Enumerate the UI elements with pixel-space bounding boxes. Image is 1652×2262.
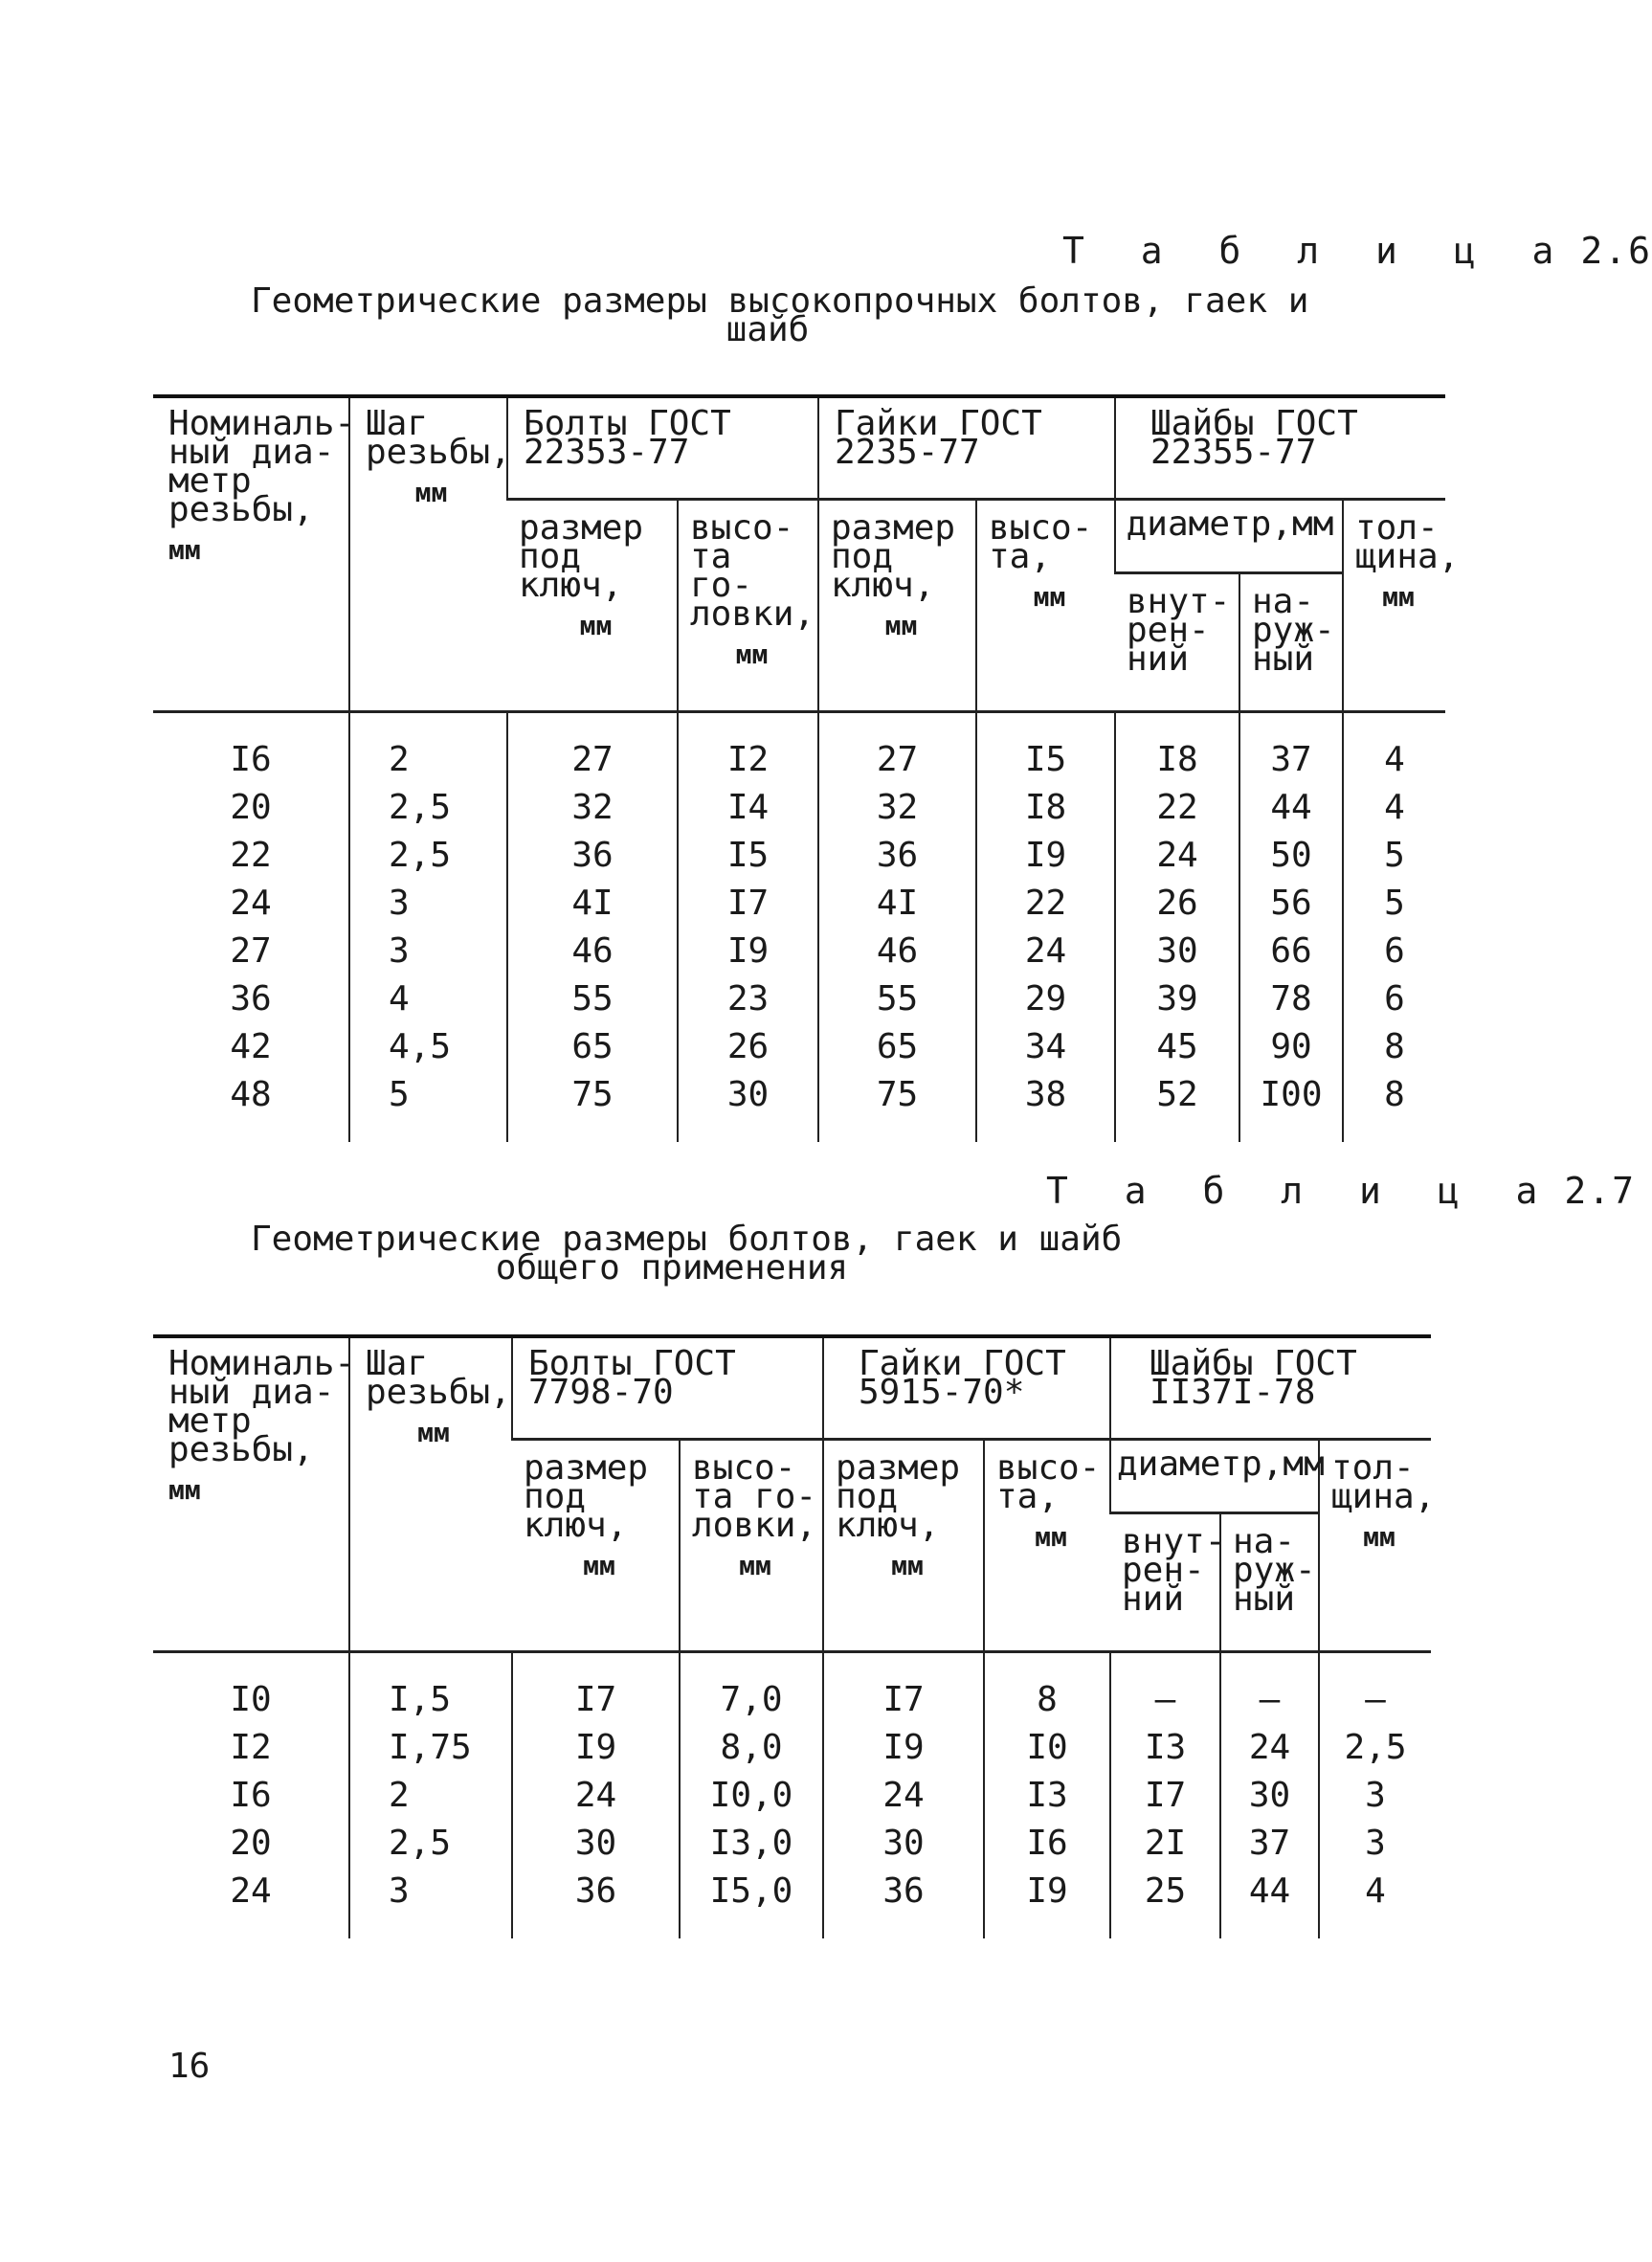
table-cell: I7 [1110, 1772, 1220, 1820]
table-cell: I0,0 [680, 1772, 823, 1820]
table-cell: 4 [349, 975, 507, 1023]
header-washer-diameter: диаметр,мм [1110, 1440, 1319, 1513]
table-cell: 4 [1343, 784, 1445, 832]
table-cell: 38 [976, 1071, 1115, 1142]
table-cell: 22 [230, 836, 272, 875]
table-cell: I3 [1110, 1724, 1220, 1772]
table-cell: 6 [1343, 975, 1445, 1023]
table-cell: 29 [976, 975, 1115, 1023]
table-cell: 2,5 [349, 832, 507, 880]
table-cell: 5 [349, 1071, 507, 1142]
table-cell: I,75 [349, 1724, 512, 1772]
header-nuts: Гайки ГОСТ 5915-70* [823, 1336, 1110, 1440]
table-cell: 75 [507, 1071, 678, 1142]
table-cell: 26 [678, 1023, 818, 1071]
table-row [153, 1023, 1445, 1071]
table-cell: 39 [1115, 975, 1239, 1023]
table-cell: 3 [349, 928, 507, 975]
table-cell: I9 [976, 832, 1115, 880]
header-washer-diameter: диаметр,мм [1115, 500, 1343, 573]
header-thread-pitch: Шаг резьбы, мм [349, 1336, 512, 1652]
table-cell: 4,5 [349, 1023, 507, 1071]
table-cell: 24 [512, 1772, 680, 1820]
table-cell: I9 [678, 928, 818, 975]
table-cell: 6 [1343, 928, 1445, 975]
table-cell: 3 [1319, 1820, 1431, 1868]
header-washers: Шайбы ГОСТ II37I-78 [1110, 1336, 1431, 1440]
table-cell: 65 [818, 1023, 976, 1071]
table-2-6-body [153, 712, 1445, 1143]
table-2-6-label-word: Т а б л и ц а [1062, 230, 1572, 272]
table-cell: I,5 [349, 1652, 512, 1725]
table-cell: 2,5 [1319, 1724, 1431, 1772]
table-cell: I7 [823, 1652, 984, 1725]
table-cell: – [1220, 1652, 1319, 1725]
table-cell: 26 [1115, 880, 1239, 928]
table-cell: 8 [984, 1652, 1110, 1725]
table-cell: I5 [976, 712, 1115, 785]
table-cell: 4 [1319, 1868, 1431, 1938]
table-cell: I8 [976, 784, 1115, 832]
table-row [153, 1652, 1431, 1725]
table-cell: 24 [230, 1871, 272, 1911]
table-cell: 2 [349, 712, 507, 785]
table-cell: 22 [1115, 784, 1239, 832]
table-2-7-number: 2.7 [1564, 1170, 1637, 1212]
table-cell: 32 [507, 784, 678, 832]
table-cell: 2,5 [349, 784, 507, 832]
table-cell: 22 [976, 880, 1115, 928]
table-row [153, 1772, 1431, 1820]
table-cell: 8,0 [680, 1724, 823, 1772]
header-bolts: Болты ГОСТ 22353-77 [507, 396, 818, 500]
table-cell: 27 [818, 712, 976, 785]
table-cell: 3 [1319, 1772, 1431, 1820]
table-row [153, 928, 1445, 975]
table-row [153, 880, 1445, 928]
table-cell: 78 [1239, 975, 1343, 1023]
table-cell: 66 [1239, 928, 1343, 975]
table-cell: I6 [984, 1820, 1110, 1868]
table-cell: I9 [512, 1724, 680, 1772]
table-cell: 65 [507, 1023, 678, 1071]
table-2-6-title-line1: Геометрические размеры высокопрочных болтов, гаек и [251, 281, 1309, 321]
table-2-7-title-line1: Геометрические размеры болтов, гаек и шайб [251, 1220, 1123, 1259]
table-cell: I7 [678, 880, 818, 928]
table-cell: 5 [1343, 832, 1445, 880]
table-cell: 20 [230, 1824, 272, 1863]
table-cell: 24 [823, 1772, 984, 1820]
header-nominal-diameter: Номиналь- ный диа- метр резьбы, мм [153, 396, 349, 712]
table-cell: 2I [1110, 1820, 1220, 1868]
table-cell: 45 [1115, 1023, 1239, 1071]
table-cell: 27 [507, 712, 678, 785]
table-cell: I7 [512, 1652, 680, 1725]
page-number: 16 [168, 2047, 211, 2086]
table-cell: 30 [678, 1071, 818, 1142]
table-cell: 7,0 [680, 1652, 823, 1725]
table-cell: 34 [976, 1023, 1115, 1071]
table-cell: 56 [1239, 880, 1343, 928]
table-2-7-body [153, 1652, 1431, 1939]
table-row [153, 712, 1445, 785]
table-cell: 8 [1343, 1023, 1445, 1071]
table-cell: 32 [818, 784, 976, 832]
table-cell: I5 [678, 832, 818, 880]
table-cell: 46 [507, 928, 678, 975]
table-cell: 25 [1110, 1868, 1220, 1938]
header-washer-inner: внут- рен- ний [1110, 1513, 1220, 1652]
header-bolt-head-height: высо- та го- ловки, мм [678, 500, 818, 712]
table-2-7-title [251, 1220, 1123, 1288]
table-2-7-title-line2: общего применения [495, 1248, 849, 1288]
header-washer-outer: на- руж- ный [1220, 1513, 1319, 1652]
table-cell: 24 [1115, 832, 1239, 880]
table-row [153, 1820, 1431, 1868]
table-cell: 46 [818, 928, 976, 975]
table-cell: 24 [1220, 1724, 1319, 1772]
table-row [153, 975, 1445, 1023]
table-cell: 36 [823, 1868, 984, 1938]
table-cell: 50 [1239, 832, 1343, 880]
table-cell: 90 [1239, 1023, 1343, 1071]
table-cell: 52 [1115, 1071, 1239, 1142]
header-bolt-key-size: размер под ключ, мм [507, 500, 678, 712]
table-cell: I2 [678, 712, 818, 785]
table-cell: 8 [1343, 1071, 1445, 1142]
table-cell: 36 [230, 979, 272, 1019]
table-2-6-title-line2: шайб [726, 310, 810, 349]
table-cell: 48 [230, 1075, 272, 1114]
table-cell: 44 [1220, 1868, 1319, 1938]
table-cell: 36 [512, 1868, 680, 1938]
header-washers: Шайбы ГОСТ 22355-77 [1115, 396, 1445, 500]
table-cell: I4 [678, 784, 818, 832]
table-2-7 [153, 1334, 1436, 1938]
table-row [153, 784, 1445, 832]
table-cell: I6 [230, 1776, 272, 1815]
table-cell: 55 [818, 975, 976, 1023]
table-cell: I3,0 [680, 1820, 823, 1868]
table-cell: 3 [349, 1868, 512, 1938]
table-cell: 30 [512, 1820, 680, 1868]
table-row [153, 1868, 1431, 1938]
header-nut-height: высо- та, мм [984, 1440, 1110, 1652]
table-cell: 2 [349, 1772, 512, 1820]
table-cell: 75 [818, 1071, 976, 1142]
table-cell: 37 [1239, 712, 1343, 785]
header-bolt-head-height: высо- та го- ловки, мм [680, 1440, 823, 1652]
table-row [153, 832, 1445, 880]
table-2-7-label-word: Т а б л и ц а [1046, 1170, 1555, 1212]
table-cell: 4 [1343, 712, 1445, 785]
header-nuts: Гайки ГОСТ 2235-77 [818, 396, 1115, 500]
header-washer-thickness: тол- щина, мм [1343, 500, 1445, 712]
table-cell: 36 [507, 832, 678, 880]
header-bolt-key-size: размер под ключ, мм [512, 1440, 680, 1652]
table-cell: 30 [823, 1820, 984, 1868]
table-cell: 24 [976, 928, 1115, 975]
table-cell: – [1110, 1652, 1220, 1725]
table-cell: 37 [1220, 1820, 1319, 1868]
table-row [153, 1071, 1445, 1142]
table-cell: 20 [230, 788, 272, 827]
table-2-6-label [1062, 230, 1652, 272]
header-nominal-diameter: Номиналь- ный диа- метр резьбы, мм [153, 1336, 349, 1652]
header-washer-thickness: тол- щина, мм [1319, 1440, 1431, 1652]
table-2-6 [153, 394, 1460, 1142]
header-nut-key-size: размер под ключ, мм [823, 1440, 984, 1652]
header-washer-inner: внут- рен- ний [1115, 573, 1239, 712]
table-cell: 24 [230, 884, 272, 923]
table-cell: I6 [230, 740, 272, 779]
table-cell: 4I [507, 880, 678, 928]
table-cell: I0 [230, 1680, 272, 1719]
table-cell: 36 [818, 832, 976, 880]
table-cell: 2,5 [349, 1820, 512, 1868]
table-cell: 27 [230, 931, 272, 971]
table-cell: – [1319, 1652, 1431, 1725]
table-2-6-number: 2.6 [1580, 230, 1652, 272]
table-cell: I2 [230, 1728, 272, 1767]
table-cell: I0 [984, 1724, 1110, 1772]
table-cell: 3 [349, 880, 507, 928]
header-bolts: Болты ГОСТ 7798-70 [512, 1336, 823, 1440]
table-cell: I9 [984, 1868, 1110, 1938]
table-cell: I00 [1239, 1071, 1343, 1142]
table-cell: I3 [984, 1772, 1110, 1820]
table-cell: 23 [678, 975, 818, 1023]
header-washer-outer: на- руж- ный [1239, 573, 1343, 712]
table-cell: 5 [1343, 880, 1445, 928]
table-2-7-label [1046, 1170, 1636, 1212]
table-2-6-title [251, 281, 1309, 349]
table-cell: I5,0 [680, 1868, 823, 1938]
table-cell: 30 [1220, 1772, 1319, 1820]
table-row [153, 1724, 1431, 1772]
table-cell: 4I [818, 880, 976, 928]
header-nut-key-size: размер под ключ, мм [818, 500, 976, 712]
table-cell: 42 [230, 1027, 272, 1066]
header-nut-height: высо- та, мм [976, 500, 1115, 712]
table-cell: I8 [1115, 712, 1239, 785]
table-cell: 44 [1239, 784, 1343, 832]
table-cell: 30 [1115, 928, 1239, 975]
header-thread-pitch: Шаг резьбы, мм [349, 396, 507, 712]
table-cell: I9 [823, 1724, 984, 1772]
table-cell: 55 [507, 975, 678, 1023]
